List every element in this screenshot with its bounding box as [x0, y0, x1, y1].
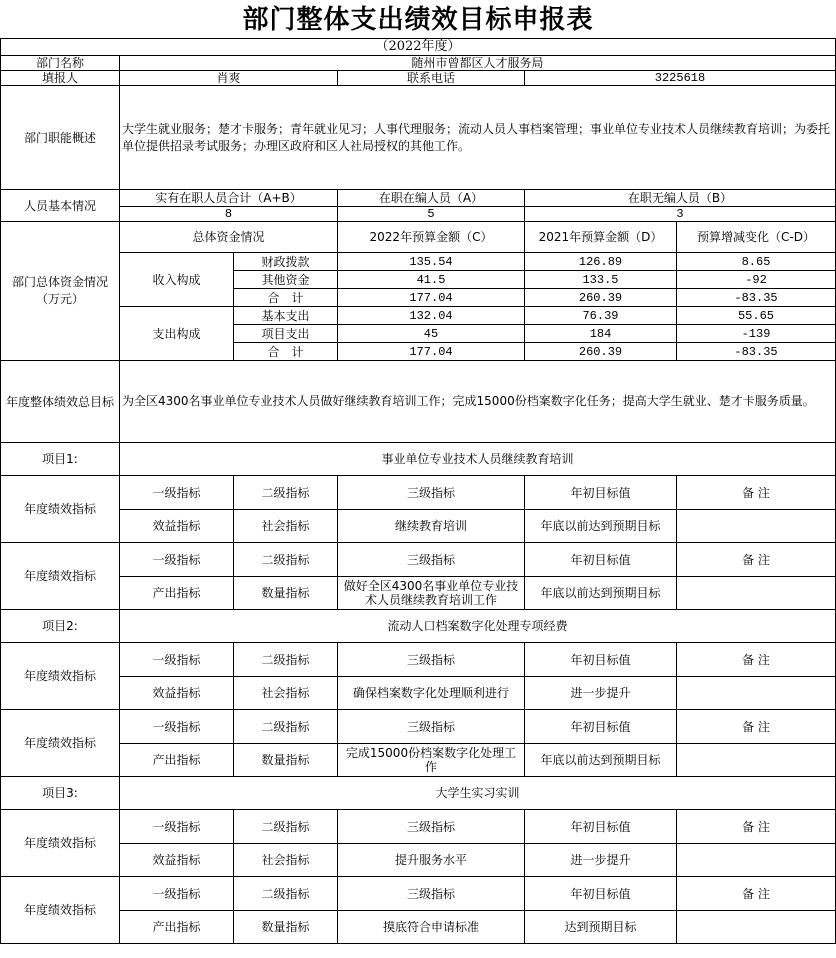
- indicator-level1: 效益指标: [120, 844, 234, 877]
- header-level3: 三级指标: [338, 810, 525, 844]
- expense-item-change: -139: [677, 325, 836, 343]
- funds-overall-header: 总体资金情况: [120, 222, 338, 253]
- header-target: 年初目标值: [525, 643, 677, 677]
- personnel-label: 人员基本情况: [1, 190, 120, 222]
- indicator-target: 进一步提升: [525, 677, 677, 710]
- indicator-note: [677, 844, 836, 877]
- expense-item-name: 项目支出: [234, 325, 338, 343]
- project-name: 事业单位专业技术人员继续教育培训: [120, 443, 836, 476]
- indicator-level3: 提升服务水平: [338, 844, 525, 877]
- project-name: 大学生实习实训: [120, 777, 836, 810]
- header-level3: 三级指标: [338, 710, 525, 744]
- indicator-level1: 效益指标: [120, 510, 234, 543]
- indicator-group-label: 年度绩效指标: [1, 643, 120, 710]
- project-label: 项目3:: [1, 777, 120, 810]
- indicator-level1: 产出指标: [120, 744, 234, 777]
- header-target: 年初目标值: [525, 543, 677, 577]
- indicator-level2: 数量指标: [234, 577, 338, 610]
- income-label: 收入构成: [120, 253, 234, 307]
- expense-item-2021: 76.39: [525, 307, 677, 325]
- expense-item-2021: 184: [525, 325, 677, 343]
- year-label: （2022年度）: [1, 39, 836, 56]
- expense-label: 支出构成: [120, 307, 234, 361]
- funds-2022-header: 2022年预算金额（C）: [338, 222, 525, 253]
- expense-item-name: 基本支出: [234, 307, 338, 325]
- indicator-level3: 完成15000份档案数字化处理工作: [338, 744, 525, 777]
- indicator-level3: 确保档案数字化处理顺利进行: [338, 677, 525, 710]
- income-item-2022: 41.5: [338, 271, 525, 289]
- expense-total-2021: 260.39: [525, 343, 677, 361]
- funds-label: 部门总体资金情况（万元）: [1, 222, 120, 361]
- header-level3: 三级指标: [338, 476, 525, 510]
- income-total-name: 合 计: [234, 289, 338, 307]
- personnel-total-value: 8: [120, 207, 338, 222]
- dept-name-label: 部门名称: [1, 56, 120, 71]
- funds-change-header: 预算增减变化（C-D）: [677, 222, 836, 253]
- personnel-b-value: 3: [525, 207, 836, 222]
- header-target: 年初目标值: [525, 877, 677, 911]
- indicator-level1: 产出指标: [120, 911, 234, 944]
- indicator-target: 年底以前达到预期目标: [525, 510, 677, 543]
- filler-label: 填报人: [1, 71, 120, 86]
- funds-2021-header: 2021年预算金额（D）: [525, 222, 677, 253]
- indicator-level2: 社会指标: [234, 677, 338, 710]
- overall-goal-text: 为全区4300名事业单位专业技术人员做好继续教育培训工作；完成15000份档案数字化任务；提高大学生就业、楚才卡服务质量。: [120, 361, 836, 443]
- indicator-target: 年底以前达到预期目标: [525, 744, 677, 777]
- header-level3: 三级指标: [338, 643, 525, 677]
- performance-goal-table: [0, 38, 836, 944]
- header-level1: 一级指标: [120, 877, 234, 911]
- header-note: 备 注: [677, 543, 836, 577]
- indicator-note: [677, 744, 836, 777]
- header-level1: 一级指标: [120, 643, 234, 677]
- functions-text: 大学生就业服务；楚才卡服务；青年就业见习；人事代理服务；流动人员人事档案管理；事业单位专业技术人员继续教育培训；为委托单位提供招录考试服务；办理区政府和区人社局授权的其他工作。: [120, 86, 836, 190]
- header-level2: 二级指标: [234, 710, 338, 744]
- income-item-name: 财政拨款: [234, 253, 338, 271]
- expense-item-2022: 45: [338, 325, 525, 343]
- personnel-b-header: 在职无编人员（B）: [525, 190, 836, 207]
- personnel-total-header: 实有在职人员合计（A+B）: [120, 190, 338, 207]
- header-level2: 二级指标: [234, 543, 338, 577]
- indicator-note: [677, 510, 836, 543]
- indicator-group-label: 年度绩效指标: [1, 810, 120, 877]
- header-note: 备 注: [677, 476, 836, 510]
- expense-total-change: -83.35: [677, 343, 836, 361]
- project-name: 流动人口档案数字化处理专项经费: [120, 610, 836, 643]
- indicator-target: 达到预期目标: [525, 911, 677, 944]
- indicator-level2: 社会指标: [234, 844, 338, 877]
- indicator-level1: 效益指标: [120, 677, 234, 710]
- expense-item-2022: 132.04: [338, 307, 525, 325]
- filler-value: 肖爽: [120, 71, 338, 86]
- functions-label: 部门职能概述: [1, 86, 120, 190]
- income-item-2021: 133.5: [525, 271, 677, 289]
- expense-total-name: 合 计: [234, 343, 338, 361]
- header-note: 备 注: [677, 710, 836, 744]
- indicator-group-label: 年度绩效指标: [1, 877, 120, 944]
- header-level1: 一级指标: [120, 543, 234, 577]
- income-item-2021: 126.89: [525, 253, 677, 271]
- income-total-2022: 177.04: [338, 289, 525, 307]
- header-level1: 一级指标: [120, 476, 234, 510]
- indicator-level1: 产出指标: [120, 577, 234, 610]
- income-total-2021: 260.39: [525, 289, 677, 307]
- indicator-level3: 做好全区4300名事业单位专业技术人员继续教育培训工作: [338, 577, 525, 610]
- indicator-group-label: 年度绩效指标: [1, 476, 120, 543]
- income-item-2022: 135.54: [338, 253, 525, 271]
- form-title: 部门整体支出绩效目标申报表: [242, 5, 594, 35]
- income-item-change: -92: [677, 271, 836, 289]
- header-level2: 二级指标: [234, 810, 338, 844]
- indicator-target: 进一步提升: [525, 844, 677, 877]
- header-level1: 一级指标: [120, 710, 234, 744]
- dept-name-value: 随州市曾都区人才服务局: [120, 56, 836, 71]
- header-note: 备 注: [677, 643, 836, 677]
- indicator-group-label: 年度绩效指标: [1, 710, 120, 777]
- overall-goal-label: 年度整体绩效总目标: [1, 361, 120, 443]
- project-label: 项目1:: [1, 443, 120, 476]
- header-level1: 一级指标: [120, 810, 234, 844]
- income-item-change: 8.65: [677, 253, 836, 271]
- indicator-level2: 数量指标: [234, 744, 338, 777]
- header-level2: 二级指标: [234, 877, 338, 911]
- header-level3: 三级指标: [338, 877, 525, 911]
- header-level2: 二级指标: [234, 643, 338, 677]
- indicator-level2: 数量指标: [234, 911, 338, 944]
- indicator-note: [677, 577, 836, 610]
- income-item-name: 其他资金: [234, 271, 338, 289]
- phone-label: 联系电话: [338, 71, 525, 86]
- phone-value: 3225618: [525, 71, 836, 86]
- expense-total-2022: 177.04: [338, 343, 525, 361]
- personnel-a-header: 在职在编人员（A）: [338, 190, 525, 207]
- header-level3: 三级指标: [338, 543, 525, 577]
- indicator-group-label: 年度绩效指标: [1, 543, 120, 610]
- header-target: 年初目标值: [525, 710, 677, 744]
- header-note: 备 注: [677, 877, 836, 911]
- indicator-level3: 继续教育培训: [338, 510, 525, 543]
- indicator-note: [677, 677, 836, 710]
- indicator-level3: 摸底符合申请标准: [338, 911, 525, 944]
- income-total-change: -83.35: [677, 289, 836, 307]
- indicator-note: [677, 911, 836, 944]
- indicator-target: 年底以前达到预期目标: [525, 577, 677, 610]
- indicator-level2: 社会指标: [234, 510, 338, 543]
- expense-item-change: 55.65: [677, 307, 836, 325]
- project-label: 项目2:: [1, 610, 120, 643]
- header-level2: 二级指标: [234, 476, 338, 510]
- header-target: 年初目标值: [525, 810, 677, 844]
- personnel-a-value: 5: [338, 207, 525, 222]
- header-target: 年初目标值: [525, 476, 677, 510]
- header-note: 备 注: [677, 810, 836, 844]
